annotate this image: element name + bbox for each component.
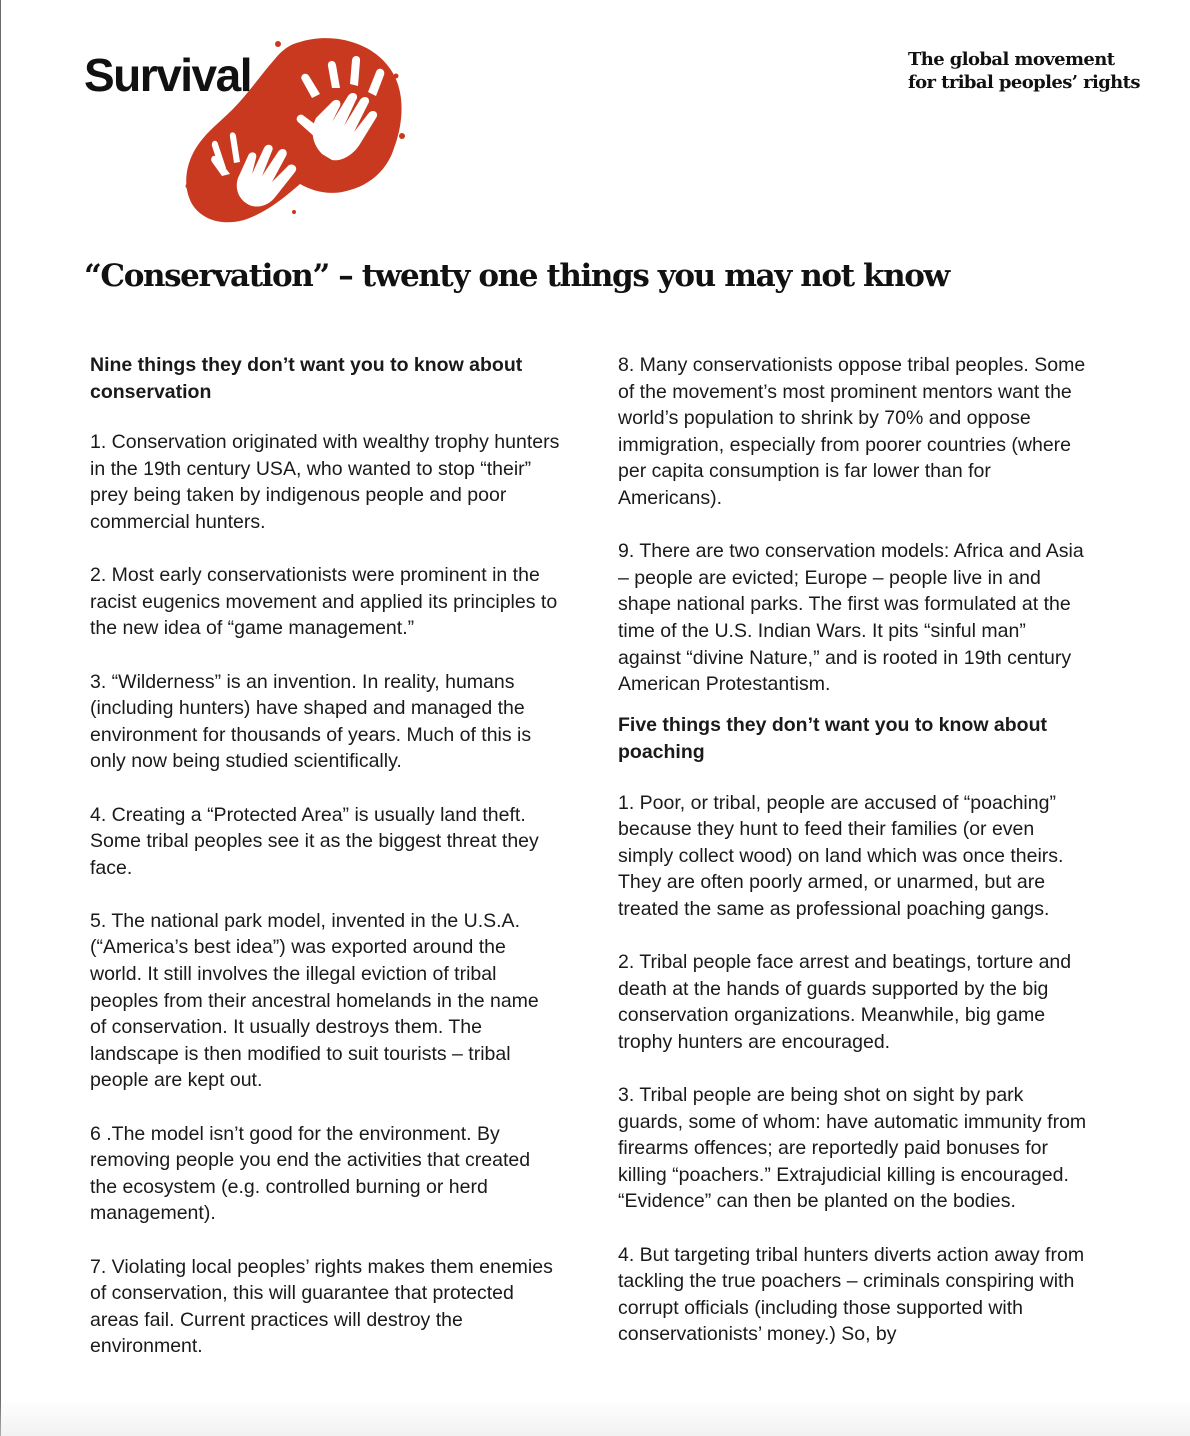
survival-hands-logo-icon (182, 36, 412, 226)
list-item: 5. The national park model, invented in the U.S.A. (“America’s best idea”) was exported around the world. It still involves the illegal eviction of tribal peoples from their ancestral homelands in the name of conservation. It usually destroys them. The landscape is then modified to suit tourists – tribal people are kept out. (90, 909, 539, 1092)
list-item: 3. “Wilderness” is an invention. In reality, humans (including hunters) have shaped and managed the environment for thousands of years. Much of this is only now being studied scientifically. (90, 670, 532, 773)
list-item: 9. There are two conservation models: Africa and Asia – people are evicted; Europe – people live in and shape national parks. The first was formulated at the time of the U.S. Indian Wars. It pits “sinful man” against “divine Nature,” and is rooted in 19th century American Protestantism. (618, 540, 1084, 696)
section-heading-conservation: Nine things they don’t want you to know about conservation (90, 354, 523, 403)
list-item: 8. Many conservationists oppose tribal peoples. Some of the movement’s most prominent mentors want the world’s population to shrink by 70% and oppose immigration, especially from poorer countries (where per capita consumption is far lower than for Americans). (618, 354, 1086, 509)
list-item: 4. Creating a “Protected Area” is usually land theft. Some tribal peoples see it as the biggest threat they face. (90, 803, 539, 879)
right-column (618, 352, 1088, 1375)
list-item: 1. Conservation originated with wealthy trophy hunters in the 19th century USA, who wanted to stop “their” prey being taken by indigenous people and poor commercial hunters. (90, 431, 560, 533)
page-edge-line (0, 0, 1, 1436)
list-item: 4. But targeting tribal hunters diverts action away from tackling the true poachers – criminals conspiring with corrupt officials (including those supported with conservationists’ money.) So, by (618, 1243, 1085, 1346)
section-heading-poaching: Five things they don’t want you to know about poaching (618, 714, 1047, 763)
logo-wordmark: Survival (84, 49, 251, 101)
list-item: 3. Tribal people are being shot on sight by park guards, some of whom: have automatic immunity from firearms offences; are reportedly paid bonuses for killing “poachers.” Extrajudicial killing is encouraged. “Evidence” can then be planted on the bodies. (618, 1084, 1087, 1213)
list-item: 2. Most early conservationists were prominent in the racist eugenics movement and applied its principles to the new idea of “game management.” (90, 564, 558, 640)
tagline-line-1: The global movement (908, 49, 1115, 70)
list-item: 1. Poor, or tribal, people are accused of “poaching” because they hunt to feed their families (or even simply collect wood) on land which was once theirs. They are often poorly armed, or unarmed, but are treated the same as professional poaching gangs. (618, 791, 1064, 920)
left-column (90, 352, 560, 1387)
list-item: 7. Violating local peoples’ rights makes them enemies of conservation, this will guarantee that protected areas fail. Current practices will destroy the environment. (90, 1255, 553, 1358)
list-item: 2. Tribal people face arrest and beatings, torture and death at the hands of guards supported by the big conservation organizations. Meanwhile, big game trophy hunters are encouraged. (618, 951, 1072, 1053)
tagline (908, 48, 1140, 94)
tagline-line-2: for tribal peoples’ rights (908, 72, 1140, 93)
bottom-fade (0, 1400, 1190, 1436)
list-item: 6 .The model isn’t good for the environment. By removing people you end the activities that created the ecosystem (e.g. controlled burning or herd management). (90, 1122, 531, 1225)
document-title: “Conservation” – twenty one things you may not know (84, 258, 949, 294)
